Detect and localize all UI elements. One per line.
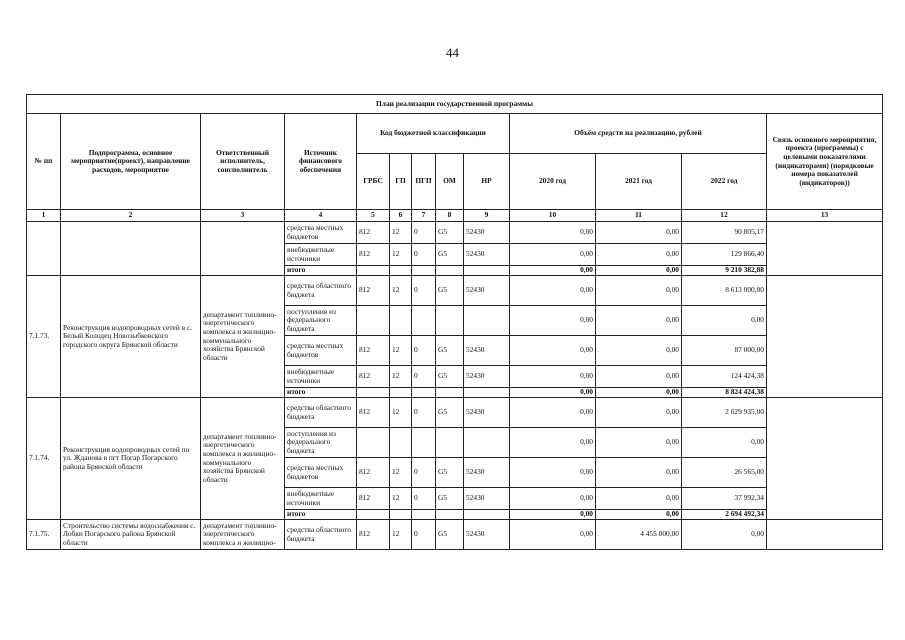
- col-number: 2: [61, 210, 201, 222]
- header-nn: № пп: [27, 114, 61, 210]
- col-number: 11: [596, 210, 682, 222]
- cell-link: [767, 222, 883, 276]
- cell-2021: 0,00: [596, 306, 682, 336]
- cell-grbs: 812: [357, 520, 390, 550]
- cell-name: Реконструкция водопроводных сетей по ул. Жданова в пгт Погар Погарского района Брянской области: [61, 398, 201, 520]
- cell-2022: 2 629 935,00: [682, 398, 767, 428]
- cell-np: 52430: [464, 244, 510, 266]
- header-subprogram: Подпрограмма, основное мероприятие(проект), направление расходов, мероприятие: [61, 114, 201, 210]
- plan-table: [26, 94, 883, 550]
- cell-empty: [357, 510, 390, 520]
- cell-empty: [464, 428, 510, 458]
- cell-2020: 0,00: [510, 366, 596, 388]
- cell-empty: [436, 388, 464, 398]
- cell-om: G5: [436, 398, 464, 428]
- cell-grbs: 812: [357, 458, 390, 488]
- cell-np: 52430: [464, 520, 510, 550]
- cell-2020: 0,00: [510, 520, 596, 550]
- cell-2021: 0,00: [596, 366, 682, 388]
- col-number: 10: [510, 210, 596, 222]
- source-regional: средства областного бюджета: [285, 520, 357, 550]
- table-title: План реализации государственной программы: [27, 95, 883, 114]
- cell-link: [767, 520, 883, 550]
- header-np: НР: [464, 154, 510, 210]
- page-number: 44: [446, 45, 459, 60]
- cell-np: 52430: [464, 336, 510, 366]
- cell-om: G5: [436, 336, 464, 366]
- source-regional: средства областного бюджета: [285, 276, 357, 306]
- source-local: средства местных бюджетов: [285, 222, 357, 244]
- col-number: 5: [357, 210, 390, 222]
- cell-2022: 8 824 424,38: [682, 388, 767, 398]
- cell-2020: 0,00: [510, 306, 596, 336]
- header-2020: 2020 год: [510, 154, 596, 210]
- col-number: 13: [767, 210, 883, 222]
- cell-2021: 4 455 000,00: [596, 520, 682, 550]
- cell-2021: 0,00: [596, 222, 682, 244]
- source-extra: внебюджетные источники: [285, 244, 357, 266]
- cell-om: G5: [436, 222, 464, 244]
- cell-pgp: 0: [412, 398, 436, 428]
- col-number: 1: [27, 210, 61, 222]
- cell-2020: 0,00: [510, 510, 596, 520]
- table-row: [27, 398, 883, 428]
- cell-2020: 0,00: [510, 458, 596, 488]
- cell-2021: 0,00: [596, 276, 682, 306]
- cell-grbs: 812: [357, 366, 390, 388]
- cell-om: G5: [436, 276, 464, 306]
- header-volume: Объём средств на реализацию, рублей: [510, 114, 767, 154]
- cell-2021: 0,00: [596, 510, 682, 520]
- header-gp: ГП: [390, 154, 412, 210]
- cell-2022: 9 210 382,88: [682, 266, 767, 276]
- cell-2020: 0,00: [510, 398, 596, 428]
- cell-2021: 0,00: [596, 244, 682, 266]
- cell-np: 52430: [464, 458, 510, 488]
- cell-gp: 12: [390, 336, 412, 366]
- cell-om: G5: [436, 244, 464, 266]
- cell-grbs: 812: [357, 336, 390, 366]
- header-2021: 2021 год: [596, 154, 682, 210]
- cell-empty: [436, 306, 464, 336]
- cell-2021: 0,00: [596, 398, 682, 428]
- cell-2020: 0,00: [510, 266, 596, 276]
- cell-np: 52430: [464, 222, 510, 244]
- source-federal: поступления из федерального бюджета: [285, 428, 357, 458]
- cell-empty: [436, 428, 464, 458]
- cell-empty: [464, 388, 510, 398]
- cell-empty: [436, 266, 464, 276]
- cell-gp: 12: [390, 458, 412, 488]
- cell-2020: 0,00: [510, 222, 596, 244]
- cell-np: 52430: [464, 276, 510, 306]
- header-link: Связь основного мероприятия, проекта (программы) с целевыми показателями (индикаторами) (порядковые номера показателей (индикаторов)): [767, 114, 883, 210]
- source-total: итого: [285, 510, 357, 520]
- cell-empty: [390, 388, 412, 398]
- cell-2022: 0,00: [682, 428, 767, 458]
- cell-2022: 37 992,34: [682, 488, 767, 510]
- cell-responsible: [201, 222, 285, 276]
- cell-pgp: 0: [412, 222, 436, 244]
- cell-2022: 0,00: [682, 306, 767, 336]
- cell-empty: [436, 510, 464, 520]
- cell-responsible: департамент топливно-энергетического комплекса и жилищно-: [201, 520, 285, 550]
- cell-empty: [390, 428, 412, 458]
- cell-name: Реконструкция водопроводных сетей в с. Белый Колодец Новозыбковского городского округа Брянской области: [61, 276, 201, 398]
- col-number: 12: [682, 210, 767, 222]
- header-grbs: ГРБС: [357, 154, 390, 210]
- cell-link: [767, 276, 883, 398]
- source-regional: средства областного бюджета: [285, 398, 357, 428]
- col-number: 9: [464, 210, 510, 222]
- cell-2020: 0,00: [510, 428, 596, 458]
- cell-2021: 0,00: [596, 488, 682, 510]
- cell-np: 52430: [464, 366, 510, 388]
- header-om: ОМ: [436, 154, 464, 210]
- header-budget-code: Код бюджетной классификации: [357, 114, 510, 154]
- cell-2020: 0,00: [510, 276, 596, 306]
- cell-2022: 0,00: [682, 520, 767, 550]
- cell-pgp: 0: [412, 336, 436, 366]
- cell-gp: 12: [390, 276, 412, 306]
- cell-empty: [390, 266, 412, 276]
- cell-2021: 0,00: [596, 388, 682, 398]
- source-federal: поступления из федерального бюджета: [285, 306, 357, 336]
- cell-gp: 12: [390, 366, 412, 388]
- cell-2021: 0,00: [596, 428, 682, 458]
- cell-pgp: 0: [412, 488, 436, 510]
- cell-2022: 90 805,17: [682, 222, 767, 244]
- cell-empty: [412, 428, 436, 458]
- cell-responsible: департамент топливно-энергетического комплекса и жилищно-коммунального хозяйства Брянской области: [201, 276, 285, 398]
- cell-grbs: 812: [357, 488, 390, 510]
- cell-2021: 0,00: [596, 458, 682, 488]
- cell-om: G5: [436, 488, 464, 510]
- cell-empty: [357, 428, 390, 458]
- cell-pgp: 0: [412, 520, 436, 550]
- table-row: [27, 276, 883, 306]
- cell-2020: 0,00: [510, 244, 596, 266]
- cell-2020: 0,00: [510, 336, 596, 366]
- cell-2022: 8 613 000,00: [682, 276, 767, 306]
- source-extra: внебюджетные источники: [285, 366, 357, 388]
- cell-om: G5: [436, 520, 464, 550]
- cell-om: G5: [436, 366, 464, 388]
- cell-name: Строительство системы водоснабжения с. Лобки Погарского района Брянской области: [61, 520, 201, 550]
- col-number: 3: [201, 210, 285, 222]
- cell-empty: [412, 388, 436, 398]
- cell-grbs: 812: [357, 222, 390, 244]
- cell-grbs: 812: [357, 244, 390, 266]
- cell-empty: [357, 388, 390, 398]
- col-number: 4: [285, 210, 357, 222]
- source-local: средства местных бюджетов: [285, 458, 357, 488]
- cell-gp: 12: [390, 222, 412, 244]
- cell-link: [767, 398, 883, 520]
- cell-name: [61, 222, 201, 276]
- col-number: 8: [436, 210, 464, 222]
- cell-2021: 0,00: [596, 266, 682, 276]
- cell-2022: 87 000,00: [682, 336, 767, 366]
- cell-2020: 0,00: [510, 488, 596, 510]
- header-2022: 2022 год: [682, 154, 767, 210]
- source-total: итого: [285, 266, 357, 276]
- source-local: средства местных бюджетов: [285, 336, 357, 366]
- cell-grbs: 812: [357, 398, 390, 428]
- cell-2022: 129 866,40: [682, 244, 767, 266]
- cell-empty: [357, 266, 390, 276]
- cell-empty: [412, 306, 436, 336]
- cell-gp: 12: [390, 398, 412, 428]
- col-number: 7: [412, 210, 436, 222]
- cell-empty: [390, 306, 412, 336]
- cell-nn: 7.1.73.: [27, 276, 61, 398]
- source-total: итого: [285, 388, 357, 398]
- cell-pgp: 0: [412, 276, 436, 306]
- cell-pgp: 0: [412, 458, 436, 488]
- cell-pgp: 0: [412, 366, 436, 388]
- cell-om: G5: [436, 458, 464, 488]
- header-responsible: Ответственный исполнитель, соисполнитель: [201, 114, 285, 210]
- cell-responsible: департамент топливно-энергетического комплекса и жилищно-коммунального хозяйства Брянской области: [201, 398, 285, 520]
- cell-empty: [412, 266, 436, 276]
- cell-2022: 26 565,00: [682, 458, 767, 488]
- cell-2022: 124 424,38: [682, 366, 767, 388]
- table-row: [27, 222, 883, 244]
- cell-empty: [464, 306, 510, 336]
- cell-grbs: 812: [357, 276, 390, 306]
- cell-empty: [412, 510, 436, 520]
- cell-nn: 7.1.74.: [27, 398, 61, 520]
- cell-gp: 12: [390, 520, 412, 550]
- table-row: [27, 520, 883, 550]
- cell-2021: 0,00: [596, 336, 682, 366]
- cell-gp: 12: [390, 244, 412, 266]
- cell-nn: 7.1.75.: [27, 520, 61, 550]
- cell-2020: 0,00: [510, 388, 596, 398]
- cell-np: 52430: [464, 398, 510, 428]
- source-extra: внебюджетные источники: [285, 488, 357, 510]
- cell-gp: 12: [390, 488, 412, 510]
- cell-empty: [464, 266, 510, 276]
- cell-nn: [27, 222, 61, 276]
- cell-pgp: 0: [412, 244, 436, 266]
- col-number: 6: [390, 210, 412, 222]
- cell-empty: [357, 306, 390, 336]
- cell-np: 52430: [464, 488, 510, 510]
- header-source: Источник финансового обеспечения: [285, 114, 357, 210]
- header-pgp: ПГП: [412, 154, 436, 210]
- cell-empty: [390, 510, 412, 520]
- cell-2022: 2 694 492,34: [682, 510, 767, 520]
- cell-empty: [464, 510, 510, 520]
